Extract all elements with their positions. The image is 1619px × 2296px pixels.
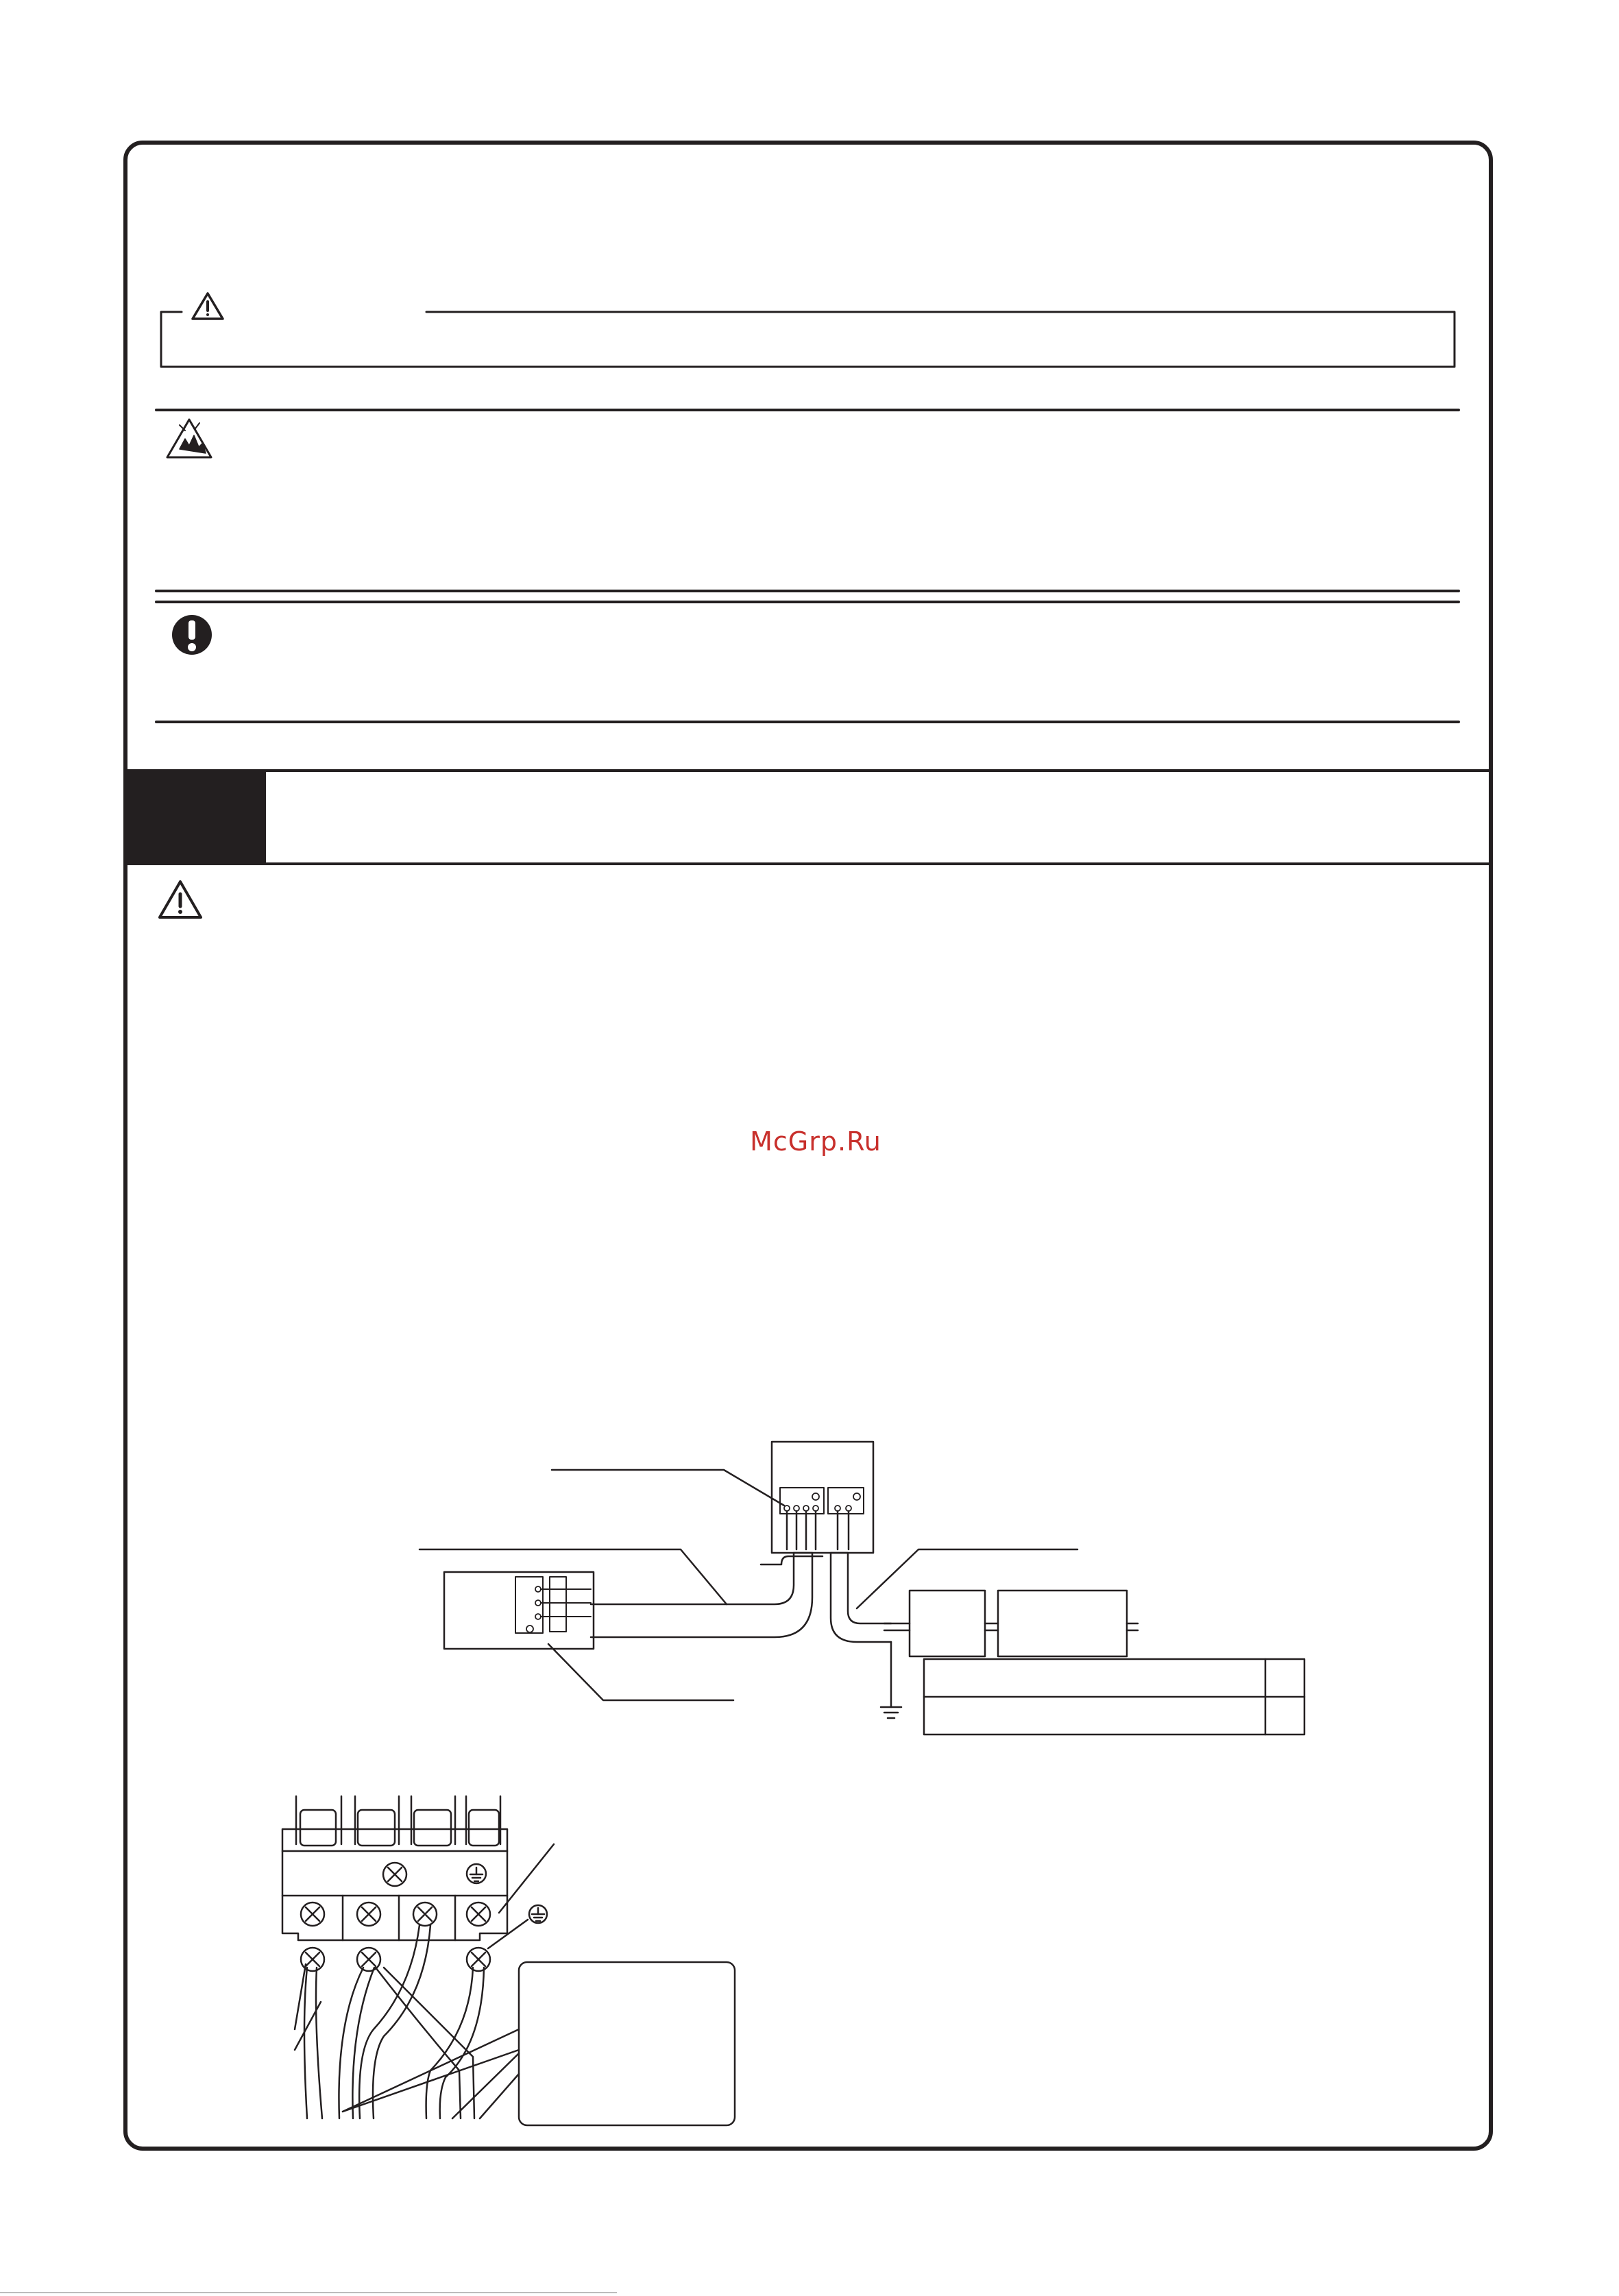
explosion-hazard-icon — [167, 420, 211, 457]
cable-conduit-right — [831, 1553, 891, 1642]
caution-box — [161, 312, 1454, 367]
callout-box — [519, 1962, 735, 2125]
cable-conduit-left — [591, 1553, 812, 1637]
mandatory-action-icon — [172, 615, 212, 655]
earth-ground-icon — [467, 1864, 486, 1883]
section-tab — [127, 771, 266, 864]
watermark: McGrp.Ru — [750, 1126, 881, 1157]
wiring-diagram — [419, 1442, 1304, 1735]
terminal-block-detail — [282, 1796, 735, 2125]
power-switch — [998, 1591, 1127, 1656]
earth-ground-icon — [881, 1707, 901, 1718]
circuit-breaker — [910, 1591, 985, 1656]
section-header — [127, 771, 1489, 864]
warning-triangle-icon — [160, 882, 201, 917]
remote-controller — [444, 1572, 594, 1649]
earth-ground-icon — [529, 1905, 547, 1923]
warning-triangle-icon — [193, 293, 223, 319]
bottom-rule — [0, 2292, 617, 2293]
